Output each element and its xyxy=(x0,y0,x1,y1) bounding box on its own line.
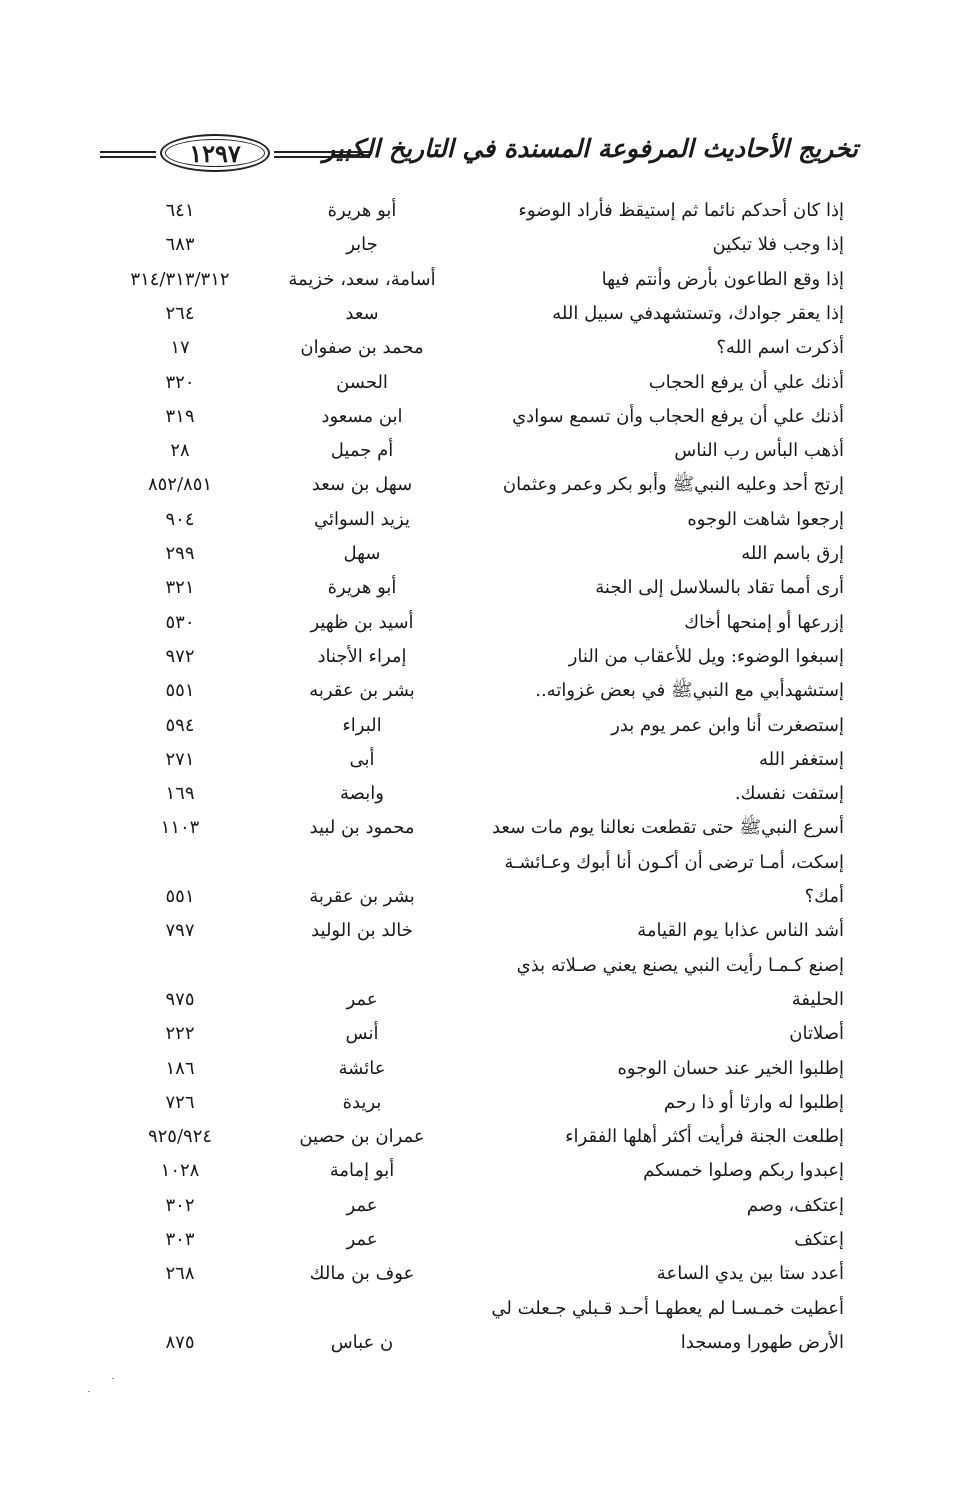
narrator: عمر xyxy=(346,1194,378,1216)
list-item xyxy=(0,674,956,708)
hadith-text: أمك؟ xyxy=(804,886,844,907)
reference-numbers: ٦٤١ xyxy=(165,200,195,221)
reference-numbers: ٥٥١ xyxy=(165,886,195,907)
reference-numbers: ٣١٩ xyxy=(165,405,195,427)
narrator: البراء xyxy=(342,714,382,736)
header-rule-left xyxy=(100,151,156,158)
list-item xyxy=(0,880,956,914)
narrator: عوف بن مالك xyxy=(309,1263,415,1285)
reference-numbers: ١٨٦ xyxy=(165,1057,195,1079)
hadith-text: الحليفة xyxy=(791,988,844,1010)
reference-numbers: ١٠٢٨ xyxy=(160,1160,200,1182)
list-item xyxy=(0,914,956,948)
hadith-text: إستفت نفسك. xyxy=(734,783,844,805)
hadith-text: إسكت، أمـا ترضى أن أكـون أنا أبوك وعـائشـة xyxy=(504,851,844,873)
list-item xyxy=(0,1257,956,1291)
hadith-text: إطلبوا له وارثا أو ذا رحم xyxy=(663,1091,844,1113)
reference-numbers: ٢٨ xyxy=(170,440,190,462)
list-item xyxy=(0,1292,956,1326)
list-item xyxy=(0,606,956,640)
list-item xyxy=(0,1052,956,1086)
hadith-text: أذهب البأس رب الناس xyxy=(674,440,844,462)
hadith-text: إذا كان أحدكم نائما ثم إستيقظ فأراد الوضوء xyxy=(518,200,844,221)
list-item xyxy=(0,1189,956,1223)
reference-numbers: ٣١٤/٣١٣/٣١٢ xyxy=(130,268,230,290)
list-item xyxy=(0,297,956,331)
hadith-text: إرق باسم الله xyxy=(741,543,844,564)
hadith-text: إزرعها أو إمنحها أخاك xyxy=(684,611,844,633)
reference-numbers: ٢٢٢ xyxy=(165,1023,195,1045)
narrator: إمراء الأجناد xyxy=(317,645,407,667)
narrator: عمران بن حصين xyxy=(299,1126,425,1148)
narrator: بشر بن عقربه xyxy=(309,680,415,702)
list-item xyxy=(0,366,956,400)
narrator: جابر xyxy=(346,234,378,256)
list-item xyxy=(0,194,956,228)
list-item xyxy=(0,709,956,743)
reference-numbers: ٣٢٠ xyxy=(165,371,195,393)
hadith-text: الأرض طهورا ومسجدا xyxy=(680,1331,844,1353)
hadith-text: إستغفر الله xyxy=(758,748,844,770)
list-item xyxy=(0,777,956,811)
narrator: محمد بن صفوان xyxy=(300,337,424,359)
list-item xyxy=(0,468,956,502)
hadith-text: إذا وجب فلا تبكين xyxy=(712,234,844,256)
list-item xyxy=(0,434,956,468)
reference-numbers: ٨٧٥ xyxy=(165,1331,195,1353)
narrator: ن عباس xyxy=(330,1331,394,1353)
reference-numbers: ٣٢١ xyxy=(165,577,195,599)
reference-numbers: ٧٢٦ xyxy=(165,1091,195,1113)
narrator: أنس xyxy=(345,1023,379,1045)
narrator: أم جميل xyxy=(330,440,394,462)
list-item xyxy=(0,949,956,983)
list-item xyxy=(0,1086,956,1120)
narrator: أبو إمامة xyxy=(329,1160,395,1182)
page-speck xyxy=(112,1378,114,1379)
list-item xyxy=(0,1154,956,1188)
list-item xyxy=(0,331,956,365)
reference-numbers: ٥٣٠ xyxy=(165,611,195,633)
narrator: أبو هريرة xyxy=(327,577,397,599)
narrator: بشر بن عقربة xyxy=(309,886,415,907)
reference-numbers: ٩٧٢ xyxy=(165,645,195,667)
reference-numbers: ٢٧١ xyxy=(165,748,195,770)
narrator: سهل بن سعد xyxy=(311,474,413,496)
narrator: الحسن xyxy=(336,371,388,393)
hadith-text: إعتكف، وصم xyxy=(746,1194,844,1216)
list-item xyxy=(0,1326,956,1360)
hadith-text: إذا يعقر جوادك، وتستشهدفي سبيل الله xyxy=(552,302,844,324)
reference-numbers: ١٦٩ xyxy=(165,783,195,805)
narrator: عمر xyxy=(346,988,378,1010)
narrator: محمود بن لبيد xyxy=(309,817,415,839)
hadith-text: أشد الناس عذابا يوم القيامة xyxy=(637,920,844,942)
hadith-text: أذنك علي أن يرفع الحجاب وأن تسمع سوادي xyxy=(512,405,844,427)
narrator: سهل xyxy=(343,543,381,564)
reference-numbers: ٩٧٥ xyxy=(165,988,195,1010)
hadith-text: إرجعوا شاهت الوجوه xyxy=(687,508,844,530)
book-title: تخريج الأحاديث المرفوعة المسندة في التاريخ الكبير xyxy=(322,134,858,163)
hadith-text: أصلاتان xyxy=(789,1023,844,1045)
reference-numbers: ٩٢٥/٩٢٤ xyxy=(147,1126,213,1148)
page-number-frame xyxy=(160,134,270,172)
list-item xyxy=(0,640,956,674)
list-item xyxy=(0,228,956,262)
narrator: بريدة xyxy=(342,1091,382,1113)
list-item xyxy=(0,743,956,777)
reference-numbers: ٥٩٤ xyxy=(165,714,195,736)
reference-numbers: ٦٨٣ xyxy=(165,234,195,256)
list-item xyxy=(0,1223,956,1257)
list-item xyxy=(0,1120,956,1154)
list-item xyxy=(0,811,956,845)
reference-numbers: ٣٠٣ xyxy=(165,1229,195,1250)
hadith-text: إعبدوا ربكم وصلوا خمسكم xyxy=(643,1160,844,1182)
hadith-text: إصنع كـمـا رأيت النبي يصنع يعني صـلاته بذي xyxy=(516,954,844,976)
list-item xyxy=(0,983,956,1017)
narrator: ابن مسعود xyxy=(321,405,403,427)
reference-numbers: ٨٥٢/٨٥١ xyxy=(147,474,213,496)
reference-numbers: ٣٠٢ xyxy=(165,1194,195,1216)
reference-numbers: ١١٠٣ xyxy=(160,817,200,839)
hadith-text: إستشهدأبي مع النبيﷺ في بعض غزواته.. xyxy=(535,680,844,702)
reference-numbers: ٢٦٤ xyxy=(165,302,195,324)
list-item xyxy=(0,503,956,537)
narrator: أسيد بن ظهير xyxy=(310,611,414,633)
hadith-text: أذكرت اسم الله؟ xyxy=(716,337,844,359)
narrator: أبى xyxy=(349,748,375,770)
list-item xyxy=(0,400,956,434)
hadith-text: إطلبوا الخير عند حسان الوجوه xyxy=(617,1057,844,1079)
narrator: خالد بن الوليد xyxy=(311,920,413,942)
narrator: عائشة xyxy=(338,1057,386,1079)
reference-numbers: ٢٩٩ xyxy=(165,543,195,564)
hadith-text: إستصغرت أنا وابن عمر يوم بدر xyxy=(611,714,844,736)
narrator: أسامة، سعد، خزيمة xyxy=(288,268,436,290)
hadith-text: إسبغوا الوضوء: ويل للأعقاب من النار xyxy=(568,645,844,667)
reference-numbers: ٢٦٨ xyxy=(165,1263,195,1285)
hadith-text: أذنك علي أن يرفع الحجاب xyxy=(648,371,844,393)
list-item xyxy=(0,1017,956,1051)
narrator: أبو هريرة xyxy=(327,200,397,221)
narrator: سعد xyxy=(345,302,379,324)
page-header xyxy=(100,128,858,176)
hadith-text: إرتج أحد وعليه النبيﷺ وأبو بكر وعمر وعثمان xyxy=(502,474,844,496)
reference-numbers: ٩٠٤ xyxy=(165,508,195,530)
reference-numbers: ٧٩٧ xyxy=(165,920,195,942)
list-item xyxy=(0,571,956,605)
list-item xyxy=(0,846,956,880)
header-rule-right xyxy=(274,151,370,158)
narrator: وابصة xyxy=(340,783,384,805)
reference-numbers: ٥٥١ xyxy=(165,680,195,702)
hadith-text: أسرع النبيﷺ حتى تقطعت نعالنا يوم مات سعد xyxy=(491,817,844,839)
reference-numbers: ١٧ xyxy=(170,337,190,359)
hadith-text: أرى أمما تقاد بالسلاسل إلى الجنة xyxy=(595,577,844,599)
narrator: يزيد السوائي xyxy=(314,508,410,530)
hadith-text: إذا وقع الطاعون بأرض وأنتم فيها xyxy=(601,268,844,290)
narrator: عمر xyxy=(346,1229,378,1250)
list-item xyxy=(0,263,956,297)
list-item xyxy=(0,537,956,571)
hadith-text: أعطيت خمـسـا لم يعطهـا أحـد قـبلي جـعلت لي xyxy=(491,1297,844,1319)
hadith-text: أعدد ستا بين يدي الساعة xyxy=(656,1263,844,1285)
hadith-text: إعتكف xyxy=(794,1229,844,1250)
page-speck xyxy=(88,1391,90,1392)
hadith-text: إطلعت الجنة فرأيت أكثر أهلها الفقراء xyxy=(565,1126,844,1148)
page-number: ١٢٩٧ xyxy=(189,138,241,168)
